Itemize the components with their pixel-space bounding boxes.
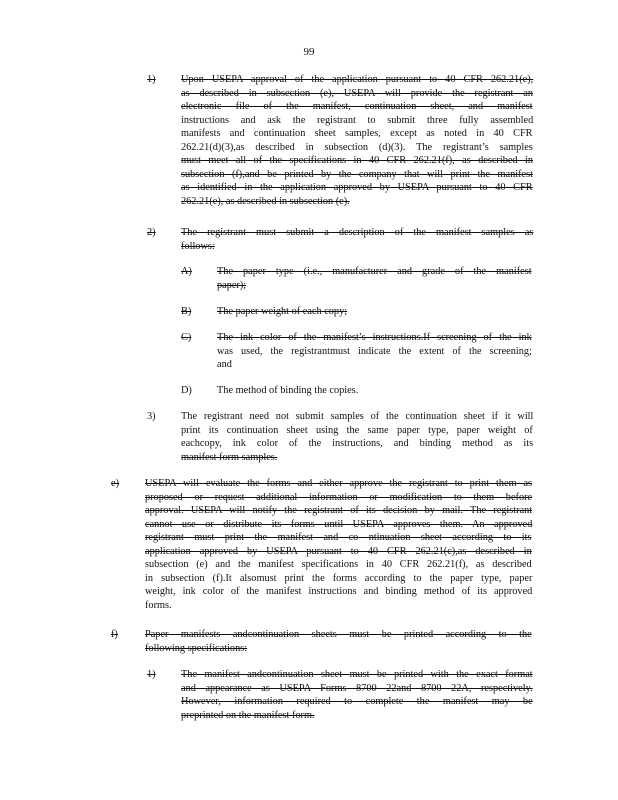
struck-text: application approved by USEPA pursuant to 40 CFR 262.21(c),as described in — [145, 545, 532, 557]
struck-text: 262.21(e), as described in subsection (e). — [181, 195, 350, 207]
struck-text: following specifications: — [145, 642, 248, 654]
struck-text: preprinted on the manifest form. — [181, 709, 315, 721]
list-marker: C) — [181, 332, 192, 343]
struck-text: follows: — [181, 240, 215, 252]
text-line — [217, 345, 532, 359]
struck-text: The ink color of the manifest’s instructions.If screening of the ink — [217, 332, 532, 343]
struck-text: manifest form samples. — [181, 451, 278, 463]
struck-text: as described in subsection (e), USEPA will provide the registrant an — [181, 87, 534, 99]
text-line — [181, 141, 533, 155]
list-marker: 3) — [147, 411, 156, 422]
struck-text: The paper weight of each copy; — [217, 306, 348, 317]
text-line — [217, 331, 532, 345]
text-line — [181, 154, 533, 168]
list-marker: 2) — [147, 227, 156, 238]
struck-text: approval. USEPA will notify the registrant of its decision by mail. The registrant — [145, 505, 533, 516]
list-marker: B) — [181, 306, 192, 317]
text-segment: forms. — [145, 599, 172, 611]
text-line — [181, 437, 533, 451]
text-segment: was used, the registrantmust indicate the extent of the screening; — [217, 345, 532, 357]
text-line — [181, 682, 533, 696]
struck-text: The registrant must submit a description of the manifest samples as — [181, 227, 534, 238]
text-line — [145, 518, 532, 532]
text-line — [181, 195, 350, 209]
text-segment: in subsection (f).It alsomust print the forms according to the paper type, paper — [145, 572, 533, 584]
struck-text: must meet all of the specifications in 40 CFR 262.21(f), as described in — [181, 155, 533, 166]
text-line — [145, 504, 532, 518]
text-line — [181, 695, 533, 709]
text-line — [181, 668, 533, 682]
text-line — [181, 226, 533, 240]
struck-text: However, information required to complete the manifest may be — [181, 696, 533, 707]
text-segment: weight, ink color of the manifest instructions and binding method of its approved — [145, 586, 533, 597]
text-line — [181, 100, 533, 114]
text-line — [181, 709, 315, 723]
list-marker: e) — [111, 478, 119, 489]
text-line — [145, 531, 532, 545]
struck-text: Upon USEPA approval of the application pursuant to 40 CFR 262.21(e), — [181, 74, 534, 85]
text-segment: 262.21(d)(3),as described in subsection (d)(3). The registrant’s samples — [181, 141, 533, 153]
struck-text: The paper type (i.e., manufacturer and grade of the manifest — [217, 266, 532, 277]
text-line — [181, 181, 533, 195]
struck-text: proposed or request additional information or modification to them before — [145, 491, 533, 503]
struck-text: electronic file of the manifest, continuation sheet, and manifest — [181, 101, 533, 112]
text-line — [217, 305, 347, 319]
text-line — [145, 585, 532, 599]
text-line — [145, 572, 532, 586]
text-line — [217, 265, 532, 279]
text-line — [145, 558, 532, 572]
text-segment: instructions and ask the registrant to submit three fully assembled — [181, 114, 534, 126]
struck-text: cannot use or distribute its forms until USEPA approves them. An approved — [145, 518, 533, 530]
text-line — [145, 599, 172, 613]
text-line — [181, 127, 533, 141]
text-line — [181, 240, 215, 254]
text-segment: The method of binding the copies. — [217, 385, 359, 396]
list-marker: 1) — [147, 669, 156, 680]
text-line — [181, 424, 533, 438]
struck-text: Paper manifests andcontinuation sheets must be printed according to the — [145, 629, 532, 640]
text-line — [181, 410, 533, 424]
text-line — [145, 628, 532, 642]
text-line — [181, 87, 533, 101]
text-line — [181, 168, 533, 182]
list-marker: D) — [181, 385, 192, 396]
text-line — [217, 384, 358, 398]
text-line — [145, 642, 247, 656]
struck-text: and appearance as USEPA Forms 8700 22and 8700 22A, respectively. — [181, 682, 533, 694]
text-segment: The registrant need not submit samples of the continuation sheet if it will — [181, 411, 534, 422]
text-segment: eachcopy, ink color of the instructions, and binding method as its — [181, 438, 534, 449]
list-marker: f) — [111, 629, 118, 640]
text-line — [181, 451, 277, 465]
text-line — [217, 358, 232, 372]
struck-text: subsection (f),and be printed by the company that will print the manifest — [181, 168, 533, 180]
text-line — [181, 114, 533, 128]
text-segment: subsection (e) and the manifest specifications in 40 CFR 262.21(f), as described — [145, 559, 532, 570]
text-segment: manifests and continuation sheet samples, except as noted in 40 CFR — [181, 128, 533, 139]
text-line — [145, 545, 532, 559]
text-line — [217, 279, 246, 293]
struck-text: USEPA will evaluate the forms and either approve the registrant to print them as — [145, 478, 533, 489]
list-marker: A) — [181, 266, 192, 277]
struck-text: registrant must print the manifest and co ntinuation sheet according to its — [145, 532, 532, 543]
text-line — [145, 491, 532, 505]
struck-text: The manifest andcontinuation sheet must be printed with the exact format — [181, 669, 533, 680]
struck-text: paper); — [217, 279, 247, 291]
text-line — [145, 477, 532, 491]
list-marker: 1) — [147, 74, 156, 85]
text-segment: print its continuation sheet using the same paper type, paper weight of — [181, 424, 533, 436]
text-line — [181, 73, 533, 87]
struck-text: as identified in the application approved by USEPA pursuant to 40 CFR — [181, 182, 533, 193]
page-number: 99 — [303, 46, 315, 58]
text-segment: and — [217, 359, 232, 370]
